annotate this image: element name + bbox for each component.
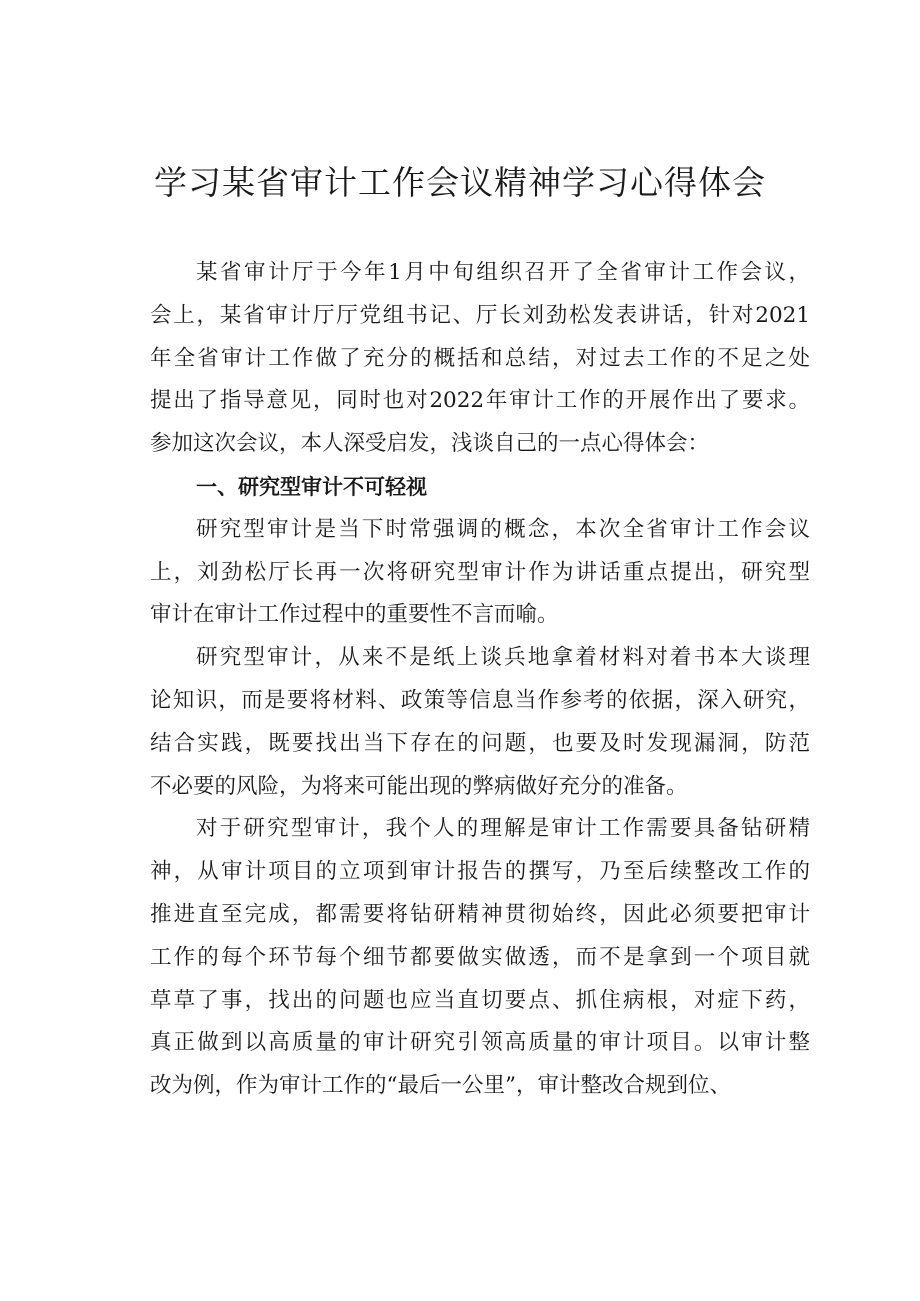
paragraph-line: 研究型审计，从来不是纸上谈兵地拿着材料对着书本大谈理: [196, 645, 810, 671]
paragraph-line: 改为例，作为审计工作的“最后一公里”，审计整改合规到位、: [150, 1073, 731, 1099]
section-heading: 一、研究型审计不可轻视: [196, 474, 427, 499]
paragraph-line: 研究型审计是当下时常强调的概念，本次全省审计工作会议: [196, 516, 810, 542]
paragraph-line: 草草了事，找出的问题也应当直切要点、抓住病根，对症下药，: [150, 987, 810, 1013]
paragraph-line: 推进直至完成，都需要将钻研精神贯彻始终，因此必须要把审计: [150, 901, 810, 927]
paragraph-line: 对于研究型审计，我个人的理解是审计工作需要具备钻研精: [196, 816, 810, 842]
paragraph-line: 提出了指导意见，同时也对2022年审计工作的开展作出了要求。: [150, 388, 810, 414]
paragraph-line: 工作的每个环节每个细节都要做实做透，而不是拿到一个项目就: [150, 944, 810, 970]
paragraph-line: 某省审计厅于今年1月中旬组织召开了全省审计工作会议，: [196, 260, 810, 285]
paragraph-line: 年全省审计工作做了充分的概括和总结，对过去工作的不足之处: [150, 345, 810, 371]
paragraph-line: 上，刘劲松厅长再一次将研究型审计作为讲话重点提出，研究型: [150, 559, 810, 585]
document-title: 学习某省审计工作会议精神学习心得体会: [154, 163, 766, 202]
paragraph-line: 会上，某省审计厅厅党组书记、厅长刘劲松发表讲话，针对2021: [150, 302, 810, 328]
paragraph-line: 结合实践，既要找出当下存在的问题，也要及时发现漏洞，防范: [150, 730, 810, 756]
paragraph-line: 神，从审计项目的立项到审计报告的撰写，乃至后续整改工作的: [150, 859, 810, 885]
document-body: [150, 255, 810, 1111]
paragraph-line: 参加这次会议，本人深受启发，浅谈自己的一点心得体会：: [150, 431, 710, 457]
paragraph-line: 论知识，而是要将材料、政策等信息当作参考的依据，深入研究，: [150, 687, 810, 713]
paragraph-line: 审计在审计工作过程中的重要性不言而喻。: [150, 602, 559, 628]
paragraph-line: 真正做到以高质量的审计研究引领高质量的审计项目。以审计整: [150, 1030, 810, 1056]
paragraph-line: 不必要的风险，为将来可能出现的弊病做好充分的准备。: [150, 773, 688, 799]
